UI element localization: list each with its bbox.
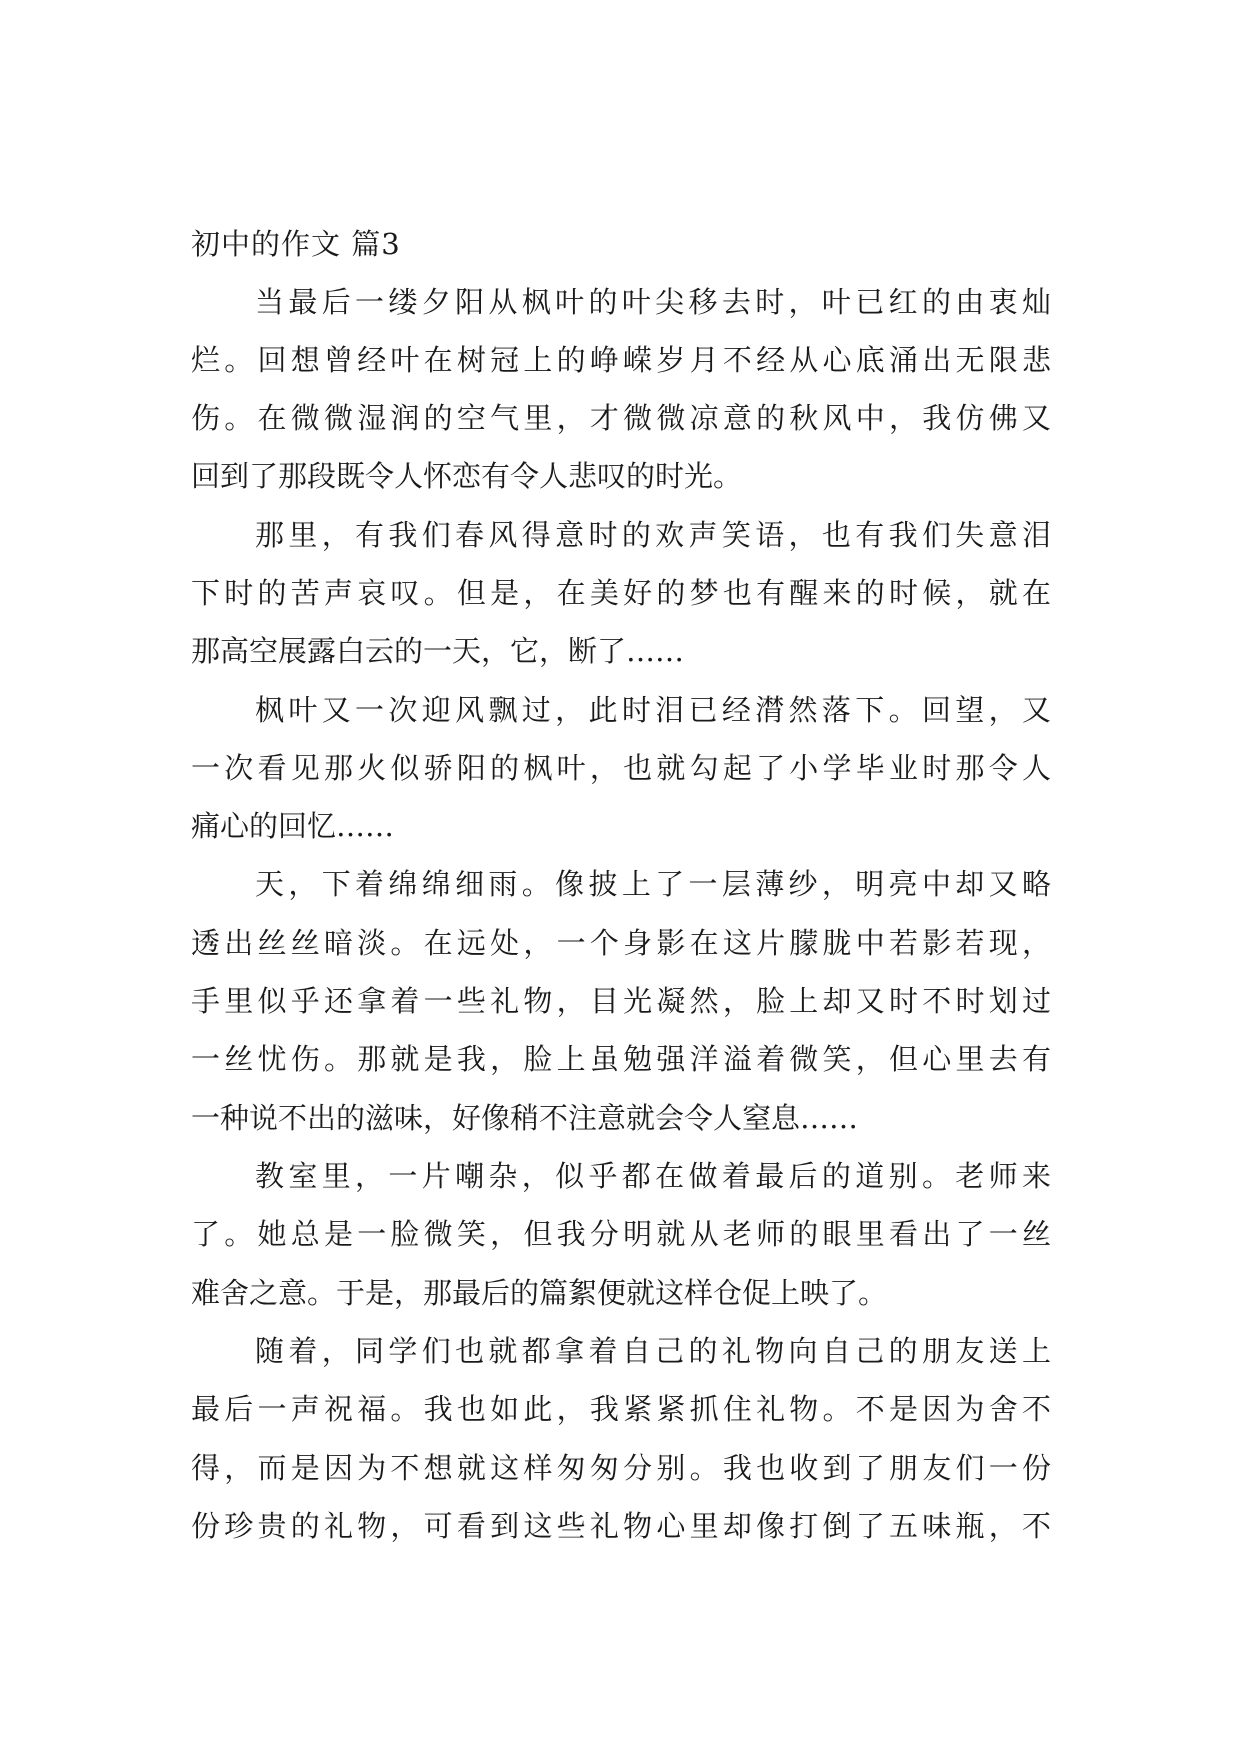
paragraph-3-line-2: 一次看见那火似骄阳的枫叶，也就勾起了小学毕业时那令人 xyxy=(191,751,1051,785)
paragraph-2-line-1: 那里，有我们春风得意时的欢声笑语，也有我们失意泪 xyxy=(255,518,1051,552)
paragraph-5-line-2: 了。她总是一脸微笑，但我分明就从老师的眼里看出了一丝 xyxy=(191,1217,1051,1251)
paragraph-1-line-1: 当最后一缕夕阳从枫叶的叶尖移去时，叶已红的由衷灿 xyxy=(255,285,1051,319)
paragraph-4-line-3: 手里似乎还拿着一些礼物，目光凝然，脸上却又时不时划过 xyxy=(191,984,1051,1018)
paragraph-1-line-3: 伤。在微微湿润的空气里，才微微凉意的秋风中，我仿佛又 xyxy=(191,401,1051,435)
paragraph-3-line-3: 痛心的回忆…… xyxy=(191,809,395,843)
paragraph-4-line-5: 一种说不出的滋味，好像稍不注意就会令人窒息…… xyxy=(191,1101,859,1135)
paragraph-1-line-2: 烂。回想曾经叶在树冠上的峥嵘岁月不经从心底涌出无限悲 xyxy=(191,343,1051,377)
paragraph-6-line-2: 最后一声祝福。我也如此，我紧紧抓住礼物。不是因为舍不 xyxy=(191,1392,1051,1426)
document-title: 初中的作文 篇3 xyxy=(191,227,401,261)
paragraph-1-line-4: 回到了那段既令人怀恋有令人悲叹的时光。 xyxy=(191,459,743,493)
paragraph-5-line-3: 难舍之意。于是，那最后的篇絮便就这样仓促上映了。 xyxy=(191,1276,888,1310)
paragraph-6-line-1: 随着，同学们也就都拿着自己的礼物向自己的朋友送上 xyxy=(255,1334,1051,1368)
paragraph-3-line-1: 枫叶又一次迎风飘过，此时泪已经潸然落下。回望，又 xyxy=(255,693,1051,727)
paragraph-2-line-2: 下时的苦声哀叹。但是，在美好的梦也有醒来的时候，就在 xyxy=(191,576,1051,610)
paragraph-4-line-1: 天，下着绵绵细雨。像披上了一层薄纱，明亮中却又略 xyxy=(255,867,1051,901)
paragraph-5-line-1: 教室里，一片嘲杂，似乎都在做着最后的道别。老师来 xyxy=(255,1159,1051,1193)
paragraph-6-line-4: 份珍贵的礼物，可看到这些礼物心里却像打倒了五味瓶，不 xyxy=(191,1509,1051,1543)
paragraph-4-line-4: 一丝忧伤。那就是我，脸上虽勉强洋溢着微笑，但心里去有 xyxy=(191,1042,1051,1076)
paragraph-2-line-3: 那高空展露白云的一天，它，断了…… xyxy=(191,634,685,668)
paragraph-6-line-3: 得，而是因为不想就这样匆匆分别。我也收到了朋友们一份 xyxy=(191,1451,1051,1485)
paragraph-4-line-2: 透出丝丝暗淡。在远处，一个身影在这片朦胧中若影若现， xyxy=(191,926,1051,960)
